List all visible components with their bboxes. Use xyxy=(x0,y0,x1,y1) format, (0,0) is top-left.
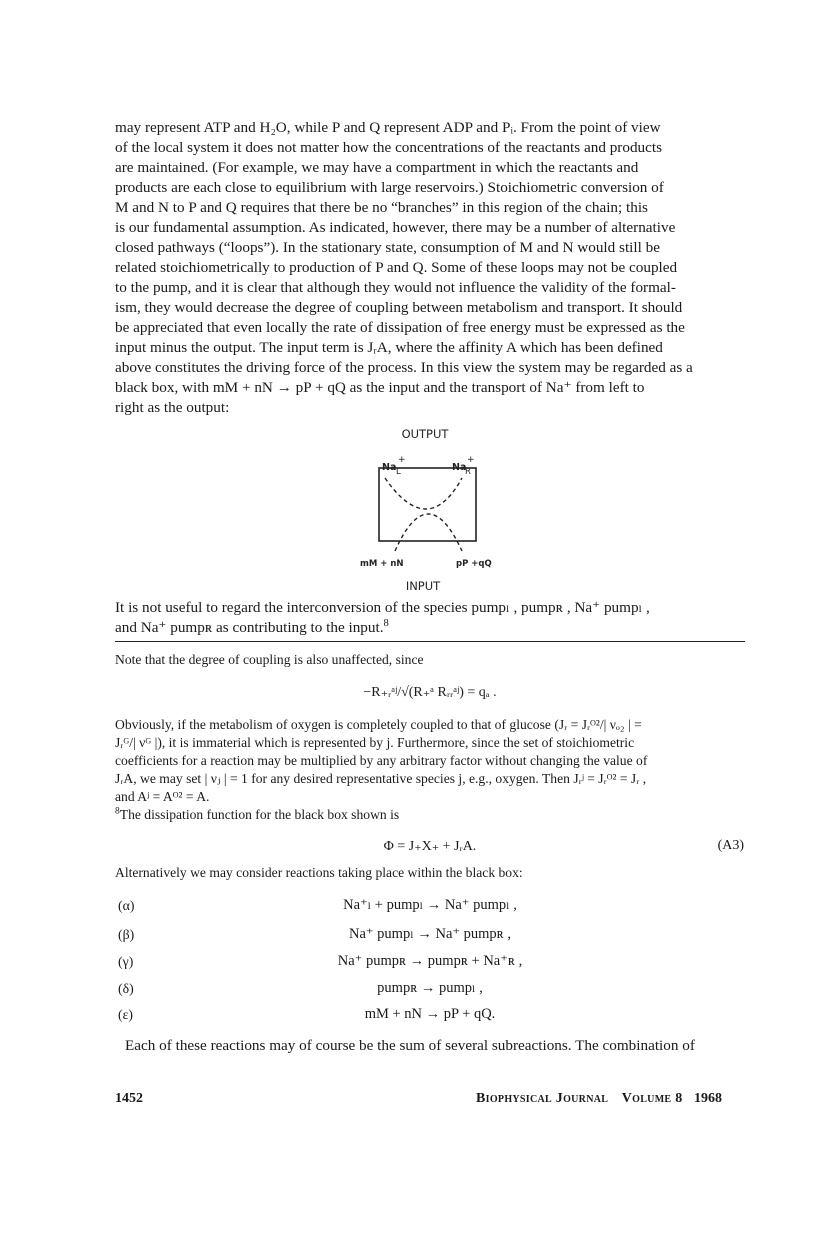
journal-name: Biophysical Journal xyxy=(476,1091,609,1106)
footnote-mark: 8 xyxy=(115,806,120,817)
footnote-text: Jᵣᴳ/| νᴳ |), it is immaterial which is represented by j. Furthermore, since the set of stoichiometric xyxy=(115,735,635,750)
output-flow-curve xyxy=(385,478,462,509)
equation-qa: −R₊ᵣᵃʲ/√(R₊ᵃ Rᵣᵣᵃʲ) = qₐ . xyxy=(363,685,497,700)
text-line: related stoichiometrically to production of P and Q. Some of these loops may not be coupled xyxy=(115,259,678,276)
footnote-8-text: The dissipation function for the black box shown is xyxy=(119,807,400,822)
reaction-label: (β) xyxy=(118,927,135,942)
footnote-rule xyxy=(115,641,745,642)
diagram-na-left: Na xyxy=(382,462,397,473)
diagram-na-left-plus: + xyxy=(398,455,406,465)
footnote-text: and Aʲ = Aᴼ² = A. xyxy=(115,789,210,804)
input-flow-curve xyxy=(395,514,462,551)
footnote-text: coefficients for a reaction may be multiplied by any arbitrary factor without changing the value of xyxy=(115,753,648,768)
reaction-label: (ε) xyxy=(118,1007,133,1022)
page-number: 1452 xyxy=(115,1091,143,1106)
footnote-text: Obviously, if the metabolism of oxygen is completely coupled to that of glucose (Jᵣ = Jᵣᴼ²/| νₒ₂ | = xyxy=(115,717,642,732)
text-line xyxy=(115,618,745,638)
diagram-right-output: pP +qQ xyxy=(456,559,492,569)
diagram-na-right: Na xyxy=(452,462,467,473)
closing-line: Each of these reactions may of course be the sum of several subreactions. The combination of xyxy=(125,1037,695,1054)
footnote-text: Alternatively we may consider reactions taking place within the black box: xyxy=(115,865,523,880)
footnote-text: Note that the degree of coupling is also unaffected, since xyxy=(115,652,424,667)
diagram-left-input: mM + nN xyxy=(360,559,404,569)
text-line: be appreciated that even locally the rate of dissipation of free energy must be expressed as the xyxy=(115,319,685,336)
reaction-equation: pumpʀ → pumpₗ , xyxy=(377,980,483,996)
reaction-label: (δ) xyxy=(118,981,134,996)
text-line: may represent ATP and H₂O, while P and Q represent ADP and Pᵢ. From the point of view xyxy=(115,119,661,136)
text-line: above constitutes the driving force of the process. In this view the system may be regarded as a xyxy=(115,359,693,376)
journal-year: 1968 xyxy=(694,1091,723,1106)
footnote-ref: 8 xyxy=(383,617,389,629)
equation-phi: Φ = J₊X₊ + JᵣA. xyxy=(383,839,477,854)
text-line: closed pathways (“loops”). In the stationary state, consumption of M and N would still be xyxy=(115,239,660,256)
text-line: is our fundamental assumption. As indicated, however, there may be a number of alternative xyxy=(115,219,676,236)
footnote-8 xyxy=(115,806,745,824)
diagram-output-label: OUTPUT xyxy=(401,427,449,441)
reaction-equation: Na⁺ pumpʀ → pumpʀ + Na⁺ʀ , xyxy=(337,953,523,969)
running-footer xyxy=(476,1091,722,1107)
journal-volume: Volume 8 xyxy=(621,1091,683,1106)
black-box-diagram xyxy=(340,420,530,598)
text-line: right as the output: xyxy=(115,399,230,416)
reaction-label: (γ) xyxy=(118,954,134,969)
reaction-equation: mM + nN → pP + qQ. xyxy=(364,1006,496,1022)
text-line: It is not useful to regard the interconversion of the species pumpₗ , pumpʀ , Na⁺ pumpₗ , xyxy=(115,599,650,616)
text-line: products are each close to equilibrium with large reservoirs.) Stoichiometric conversion of xyxy=(115,179,664,196)
text-line: are maintained. (For example, we may have a compartment in which the reactants and xyxy=(115,159,639,176)
diagram-na-right-plus: + xyxy=(467,455,475,465)
text-line: ism, they would decrease the degree of coupling between metabolism and transport. It should xyxy=(115,299,683,316)
diagram-na-right-sub: R xyxy=(465,467,471,477)
text-line: input minus the output. The input term is JᵣA, where the affinity A which has been defined xyxy=(115,339,663,356)
reaction-label: (α) xyxy=(118,898,135,913)
equation-number: (A3) xyxy=(717,838,744,853)
diagram-na-left-sub: L xyxy=(396,467,401,477)
footnote-text: JᵣA, we may set | νⱼ | = 1 for any desired representative species j, e.g., oxygen. Then Jᵣʲ = Jᵣᴼ² = Jᵣ , xyxy=(115,771,647,786)
text-line: black box, with mM + nN → pP + qQ as the input and the transport of Na⁺ from left to xyxy=(115,379,645,396)
text-line: to the pump, and it is clear that although they would not influence the validity of the formal- xyxy=(115,279,676,296)
text-span: and Na⁺ pumpʀ as contributing to the input. xyxy=(115,619,384,636)
reaction-equation: Na⁺ pumpₗ → Na⁺ pumpʀ , xyxy=(348,926,512,942)
reaction-equation: Na⁺ₗ + pumpₗ → Na⁺ pumpₗ , xyxy=(343,897,517,913)
text-line: M and N to P and Q requires that there be no “branches” in this region of the chain; this xyxy=(115,199,648,216)
text-line: of the local system it does not matter how the concentrations of the reactants and products xyxy=(115,139,663,156)
diagram-input-label: INPUT xyxy=(405,579,441,593)
